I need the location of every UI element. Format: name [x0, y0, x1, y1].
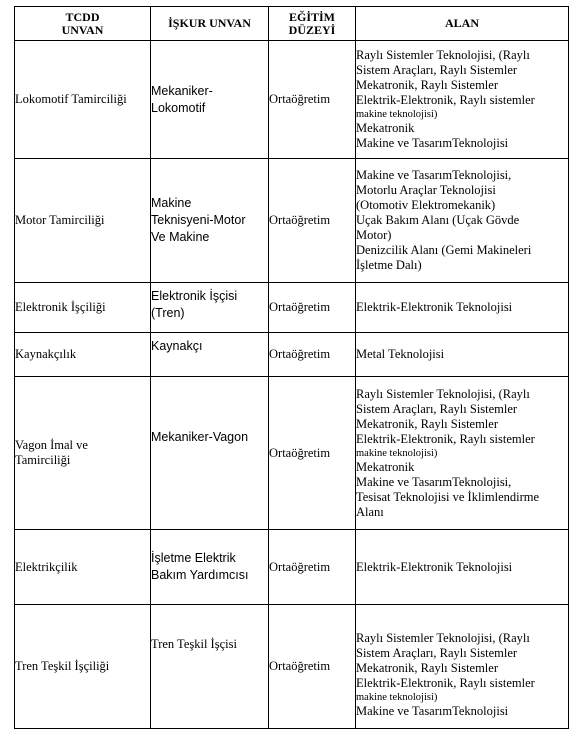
education-level-cell: Ortaöğretim	[269, 41, 356, 159]
iskur-title-cell: İşletme Elektrik Bakım Yardımcısı	[151, 530, 269, 605]
education-level-cell: Ortaöğretim	[269, 530, 356, 605]
field-cell: Raylı Sistemler Teknolojisi, (Raylı Sistem Araçları, Raylı Sistemler Mekatronik, Raylı Sistemler Elektrik-Elektronik, Raylı sistemler makine teknolojisi) Mekatronik Makine ve TasarımTeknolojisi, Tesisat Teknolojisi ve İklimlendirme Alanı	[356, 377, 569, 530]
tcdd-title-cell: Tren Teşkil İşçiliği	[15, 605, 151, 729]
iskur-title-cell: Mekaniker- Lokomotif	[151, 41, 269, 159]
field-cell: Elektrik-Elektronik Teknolojisi	[356, 530, 569, 605]
field-cell: Elektrik-Elektronik Teknolojisi	[356, 283, 569, 333]
field-cell: Raylı Sistemler Teknolojisi, (Raylı Sistem Araçları, Raylı Sistemler Mekatronik, Raylı Sistemler Elektrik-Elektronik, Raylı sistemler makine teknolojisi) Mekatronik Makine ve TasarımTeknolojisi	[356, 41, 569, 159]
tcdd-title-cell: Lokomotif Tamirciliği	[15, 41, 151, 159]
header-tcdd-unvan: TCDD UNVAN	[15, 7, 151, 41]
table-row	[15, 377, 569, 530]
tcdd-title-cell: Elektrikçilik	[15, 530, 151, 605]
field-cell: Makine ve TasarımTeknolojisi, Motorlu Araçlar Teknolojisi (Otomotiv Elektromekanik) Uçak Bakım Alanı (Uçak Gövde Motor) Denizcilik Alanı (Gemi Makineleri İşletme Dalı)	[356, 159, 569, 283]
header-alan: ALAN	[356, 7, 569, 41]
education-level-cell: Ortaöğretim	[269, 377, 356, 530]
header-iskur-unvan: İŞKUR UNVAN	[151, 7, 269, 41]
table-row	[15, 283, 569, 333]
table-row	[15, 333, 569, 377]
iskur-title-cell: Elektronik İşçisi (Tren)	[151, 283, 269, 333]
education-level-cell: Ortaöğretim	[269, 283, 356, 333]
table-row	[15, 605, 569, 729]
table-row	[15, 41, 569, 159]
field-cell: Metal Teknolojisi	[356, 333, 569, 377]
table-row	[15, 530, 569, 605]
iskur-title-cell: Tren Teşkil İşçisi	[151, 605, 269, 729]
occupation-table	[14, 6, 569, 729]
header-egitim-duzeyi: EĞİTİM DÜZEYİ	[269, 7, 356, 41]
tcdd-title-cell: Kaynakçılık	[15, 333, 151, 377]
education-level-cell: Ortaöğretim	[269, 605, 356, 729]
tcdd-title-cell: Elektronik İşçiliği	[15, 283, 151, 333]
education-level-cell: Ortaöğretim	[269, 333, 356, 377]
iskur-title-cell: Kaynakçı	[151, 333, 269, 377]
iskur-title-cell: Mekaniker-Vagon	[151, 377, 269, 530]
tcdd-title-cell: Vagon İmal ve Tamirciliği	[15, 377, 151, 530]
iskur-title-cell: Makine Teknisyeni-Motor Ve Makine	[151, 159, 269, 283]
field-cell: Raylı Sistemler Teknolojisi, (Raylı Sistem Araçları, Raylı Sistemler Mekatronik, Raylı Sistemler Elektrik-Elektronik, Raylı sistemler makine teknolojisi) Makine ve TasarımTeknolojisi	[356, 605, 569, 729]
education-level-cell: Ortaöğretim	[269, 159, 356, 283]
tcdd-title-cell: Motor Tamirciliği	[15, 159, 151, 283]
header-row	[15, 7, 569, 41]
table-row	[15, 159, 569, 283]
